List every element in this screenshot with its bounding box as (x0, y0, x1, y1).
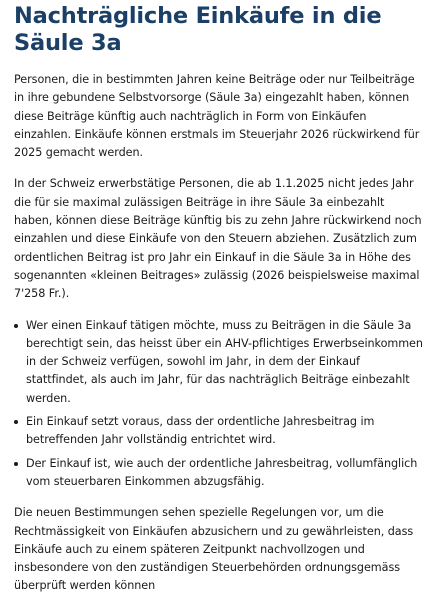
details-paragraph: In der Schweiz erwerbstätige Personen, die ab 1.1.2025 nicht jedes Jahr die für sie maximal zulässigen Beiträge in ihre Säule 3a einbezahlt haben, können diese Beiträge künftig bis zu zehn Jahre rückwirkend noch einzahlen und diese Einkäufe von den Steuern abziehen. Zusätzlich zum ordentlichen Beitrag ist pro Jahr ein Einkauf in die Säule 3a in Höhe des sogenannten «kleinen Beitrages» zulässig (2026 beispielsweise maximal 7'258 Fr.). (14, 177, 422, 301)
list-item-text: Ein Einkauf setzt voraus, dass der ordentliche Jahresbeitrag im betreffenden Jahr vollständig entrichtet wird. (26, 415, 375, 447)
closing-paragraph: Die neuen Bestimmungen sehen spezielle Regelungen vor, um die Rechtmässigkeit von Einkäufen abzusichern und zu gewährleisten, dass Einkäufe auch zu einem späteren Zeitpunkt nachvollzogen und insbesondere von den zuständigen Steuerbehörden ordnungsgemäss überprüft werden können (14, 506, 414, 593)
conditions-list (14, 317, 424, 492)
list-item-text: Der Einkauf ist, wie auch der ordentliche Jahresbeitrag, vollumfänglich vom steuerbaren Einkommen abzugsfähig. (26, 456, 418, 488)
bullet-icon (14, 462, 18, 466)
page-title: Nachträgliche Einkäufe in die Säule 3a (14, 3, 382, 56)
intro-paragraph: Personen, die in bestimmten Jahren keine Beiträge oder nur Teilbeiträge in ihre gebundene Selbstvorsorge (Säule 3a) eingezahlt haben, können diese Beiträge künftig auch nachträglich in Form von Einkäufen einzahlen. Einkäufe können erstmals im Steuerjahr 2026 rückwirkend für 2025 gemacht werden. (14, 73, 420, 160)
list-item (14, 317, 424, 408)
bullet-icon (14, 324, 18, 328)
list-item-text: Wer einen Einkauf tätigen möchte, muss zu Beiträgen in die Säule 3a berechtigt sein, das heisst über ein AHV-pflichtiges Erwerbseinkommen in der Schweiz verfügen, sowohl im Jahr, in dem der Einkauf stattfindet, als auch im Jahr, für das nachträglich Beiträge einbezahlt werden. (26, 318, 423, 405)
bullet-icon (14, 420, 18, 424)
article (14, 0, 424, 596)
list-item (14, 455, 424, 492)
list-item (14, 413, 424, 450)
